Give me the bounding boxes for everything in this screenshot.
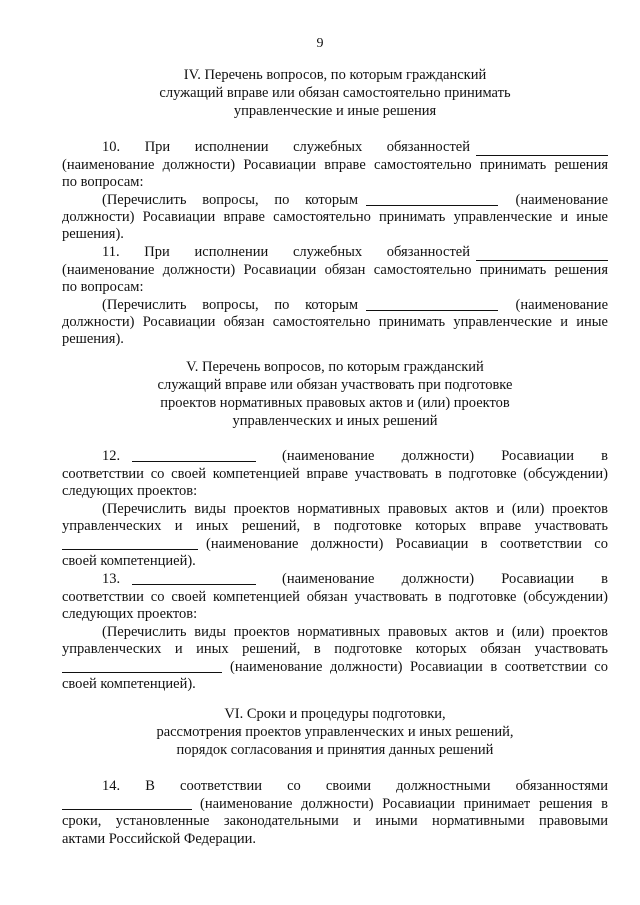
heading-line: рассмотрения проектов управленческих и иных решений,: [156, 724, 514, 740]
position-blank: [62, 659, 222, 673]
paragraph-10-line: 10. При исполнении служебных обязанностей: [102, 139, 470, 155]
paragraph-14-line: сроки, установленные законодательными и иными нормативными правовыми: [62, 813, 608, 829]
paragraph-10-line: по вопросам:: [62, 174, 144, 190]
paragraph-12-line: следующих проектов:: [62, 483, 198, 499]
paragraph-13-line: (Перечислить виды проектов нормативных правовых актов и (или) проектов: [102, 624, 608, 640]
position-blank: [476, 142, 608, 156]
position-blank: [62, 796, 192, 810]
paragraph-12-line: [62, 536, 608, 553]
paragraph-12-line: соответствии со своей компетенцией вправе участвовать в подготовке (обсуждении): [62, 466, 608, 482]
paragraph-12-line: [102, 448, 608, 465]
paragraph-10-line: [102, 192, 608, 209]
section-6-heading: [60, 705, 610, 759]
paragraph-10-line: должности) Росавиации вправе самостоятельно принимать управленческие и иные: [62, 209, 608, 225]
paragraph-11-line: по вопросам:: [62, 279, 144, 295]
paragraph-12-line: (Перечислить виды проектов нормативных правовых актов и (или) проектов: [102, 501, 608, 517]
position-blank: [366, 297, 498, 311]
text-fragment: (Перечислить вопросы, по которым: [102, 297, 358, 313]
text-fragment: (наименование должности) Росавиации в соответствии со: [230, 659, 608, 675]
text-fragment: (Перечислить вопросы, по которым: [102, 192, 358, 208]
text-fragment: (наименование должности) Росавиации в: [282, 448, 608, 464]
text-fragment: (наименование должности) Росавиации в соответствии со: [206, 536, 608, 552]
paragraph-11-line: решения).: [62, 331, 124, 347]
position-blank: [62, 536, 198, 550]
text-fragment: (наименование: [515, 192, 608, 208]
text-fragment: 13.: [102, 571, 121, 587]
text-fragment: (наименование: [515, 297, 608, 313]
heading-line: V. Перечень вопросов, по которым гражданский: [186, 359, 484, 375]
paragraph-13-line: своей компетенцией).: [62, 676, 196, 692]
heading-line: служащий вправе или обязан самостоятельно принимать: [159, 85, 511, 101]
paragraph-14-line: [62, 796, 608, 813]
paragraph-13-line: соответствии со своей компетенцией обязан участвовать в подготовке (обсуждении): [62, 589, 608, 605]
position-blank: [476, 247, 608, 261]
paragraph-10-line: решения).: [62, 226, 124, 242]
paragraph-13-line: [102, 571, 608, 588]
paragraph-14-line: 14. В соответствии со своими должностными обязанностями: [102, 778, 608, 794]
heading-line: IV. Перечень вопросов, по которым гражданский: [183, 67, 487, 83]
text-fragment: (наименование должности) Росавиации принимает решения в: [200, 796, 608, 812]
position-blank: [132, 571, 256, 585]
page-number: 9: [316, 36, 324, 51]
text-fragment: (наименование должности) Росавиации в: [282, 571, 608, 587]
heading-line: управленческих и иных решений: [232, 413, 438, 429]
position-blank: [366, 192, 498, 206]
paragraph-13-line: следующих проектов:: [62, 606, 198, 622]
paragraph-10-line: (наименование должности) Росавиации вправе самостоятельно принимать решения: [62, 157, 608, 173]
heading-line: управленческие и иные решения: [233, 103, 437, 119]
paragraph-11-line: 11. При исполнении служебных обязанностей: [102, 244, 470, 260]
paragraph-14-line: актами Российской Федерации.: [62, 831, 256, 847]
heading-line: проектов нормативных правовых актов и (или) проектов: [160, 395, 510, 411]
paragraph-13-line: [62, 659, 608, 676]
paragraph-12-line: управленческих и иных решений, в подготовке которых вправе участвовать: [62, 518, 608, 534]
text-fragment: 12.: [102, 448, 121, 464]
heading-line: порядок согласования и принятия данных решений: [176, 742, 494, 758]
paragraph-13-line: управленческих и иных решений, в подготовке которых обязан участвовать: [62, 641, 608, 657]
section-4-heading: [60, 66, 610, 120]
paragraph-11-line: [102, 297, 608, 314]
paragraph-11-line: должности) Росавиации обязан самостоятельно принимать управленческие и иные: [62, 314, 608, 330]
position-blank: [132, 448, 256, 462]
section-5-heading: [60, 358, 610, 430]
heading-line: служащий вправе или обязан участвовать при подготовке: [157, 377, 513, 393]
paragraph-12-line: своей компетенцией).: [62, 553, 196, 569]
heading-line: VI. Сроки и процедуры подготовки,: [224, 706, 446, 722]
paragraph-11-line: (наименование должности) Росавиации обязан самостоятельно принимать решения: [62, 262, 608, 278]
